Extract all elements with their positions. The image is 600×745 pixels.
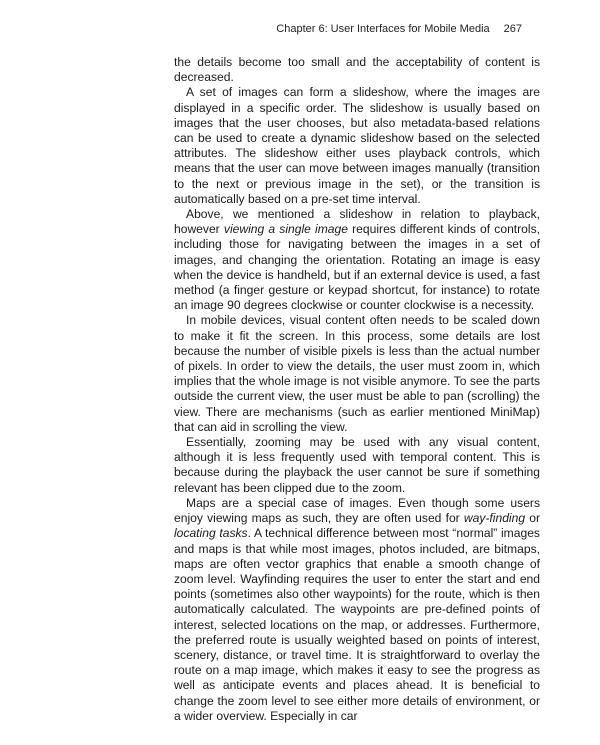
paragraph-text: In mobile devices, visual content often needs to be scaled down to make it fit the screen. In this process, some details are lost because the number of visible pixels is less than the actual number of pixels. In order to view the details, the user must zoom in, which implies that the whole image is not visible anymore. To see the parts outside the current view, the user must be able to pan (scrolling) the view. There are mechanisms (such as earlier mentioned MiniMap) that can aid in scrolling the view. xyxy=(174,313,540,434)
paragraph xyxy=(174,313,540,435)
paragraph xyxy=(174,207,540,313)
italic-term: way-finding xyxy=(463,511,526,526)
paragraph-text: the details become too small and the acceptability of content is decreased. xyxy=(174,55,540,85)
chapter-title: Chapter 6: User Interfaces for Mobile Media xyxy=(276,23,490,35)
page-number: 267 xyxy=(503,23,522,35)
paragraph-text: Maps are a special case of images. Even though some users enjoy viewing maps as such, they are often used for xyxy=(174,495,540,526)
italic-term: viewing a single image xyxy=(223,222,348,237)
paragraph xyxy=(174,85,540,207)
paragraph-text: Above, we mentioned a slideshow in relation to playback, however xyxy=(174,207,540,237)
paragraph-text: A set of images can form a slideshow, where the images are displayed in a specific order. The slideshow is usually based on images that the user chooses, but also metadata-based relations can be used to create a dynamic slideshow based on the selected attributes. The slideshow either uses playback controls, which means that the user can move between images manually (transition to the next or previous image in the set), or the transition is automatically based on a pre-set time interval. xyxy=(174,85,540,206)
paragraph xyxy=(174,55,540,85)
paragraph-text: or xyxy=(525,511,540,526)
paragraph xyxy=(174,435,540,496)
italic-term: locating tasks xyxy=(174,526,248,541)
paragraph-text: . A technical difference between most “normal” images and maps is that while most images, photos included, are bitmaps, maps are often vector graphics that enable a smooth change of zoom level. Wayfinding requires the user to enter the start and end points (sometimes also other waypoints) for the route, which is then automatically calculated. The waypoints are pre-defined points of interest, selected locations on the map, or addresses. Furthermore, the preferred route is usually weighted based on points of interest, scenery, distance, or travel time. It is straightforward to overlay the route on a map image, which makes it easy to see the progress as well as anticipate events and places ahead. It is beneficial to change the zoom level to see either more details of environment, or a wider overview. Especially in car xyxy=(174,526,540,723)
body-text xyxy=(174,55,540,724)
paragraph xyxy=(174,496,540,724)
paragraph-text: requires different kinds of controls, including those for navigating between the images in a set of images, and changing the orientation. Rotating an image is easy when the device is handheld, but if an external device is used, a fast method (a finger gesture or keypad shortcut, for instance) to rotate an image 90 degrees clockwise or counter clockwise is a necessity. xyxy=(174,222,540,313)
running-header xyxy=(276,23,522,35)
paragraph-text: Essentially, zooming may be used with any visual content, although it is less frequently used with temporal content. This is because during the playback the user cannot be sure if something relevant has been clipped due to the zoom. xyxy=(174,435,540,495)
